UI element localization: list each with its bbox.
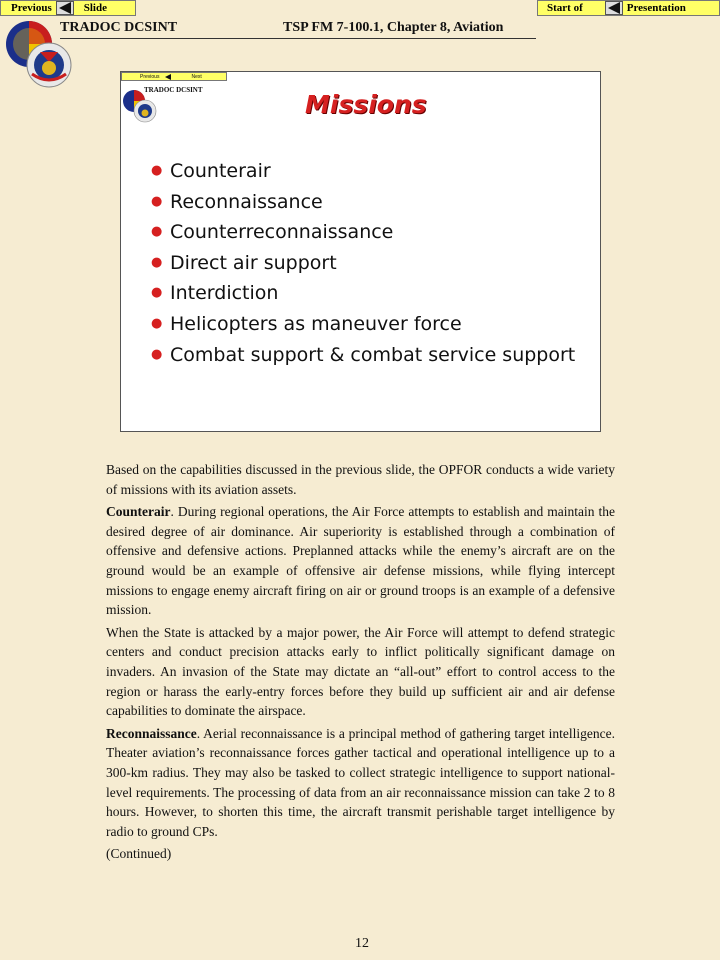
list-item: ● Helicopters as maneuver force <box>151 309 575 340</box>
continued-note: (Continued) <box>106 846 172 862</box>
missions-list <box>151 156 575 370</box>
list-item: ● Combat support & combat service support <box>151 340 575 371</box>
page-number: 12 <box>355 936 369 951</box>
attack-paragraph: When the State is attacked by a major power, the Air Force will attempt to defend strategic centers and conduct precision attacks early to inflict politically significant damage on invaders. An invasion of the State may dictate an “all-out” effort to control access to the region or harass the early-entry forces before they build up sufficient air and air defense capabilities to dominate the airspace. <box>106 624 615 719</box>
bullet-icon: ● <box>151 254 163 270</box>
bullet-icon: ● <box>151 224 163 240</box>
previous-label: Previous <box>11 2 52 14</box>
list-item: ● Reconnaissance <box>151 187 575 218</box>
recon-paragraph: Reconnaissance. Aerial reconnaissance is a principal method of gathering target intelligence. Theater aviation’s reconnaissance forces gather tactical and operational intelligence up to a 300-km radius. They may also be tasked to collect strategic intelligence to support national-level requirements. The processing of data from an air reconnaissance mission can take 2 to 8 hours. However, to shorten this time, the aircraft transmit perishable target intelligence by radio to ground CPs. <box>106 725 615 839</box>
header-doc-title: TSP FM 7-100.1, Chapter 8, Aviation <box>283 20 504 35</box>
list-item: ● Counterair <box>151 156 575 187</box>
slide-previous-label: Previous <box>140 73 160 80</box>
slide-notes <box>106 460 615 867</box>
slide-thumbnail <box>120 71 601 432</box>
previous-slide-button[interactable] <box>0 0 136 16</box>
slide-label: Slide <box>83 2 107 14</box>
start-of-presentation-button[interactable] <box>537 0 720 16</box>
slide-next-label: Next <box>191 73 202 80</box>
recon-heading: Reconnaissance <box>106 725 197 741</box>
bullet-icon: ● <box>151 285 163 301</box>
counterair-paragraph: Counterair. During regional operations, the Air Force attempts to establish and maintain the desired degree of air dominance. Air superiority is established through a combination of offensive and defensive actions. Preplanned attacks while the enemy’s aircraft are on the ground would be an example of offensive air defense missions, while flying intercept missions to engage enemy aircraft firing on air or ground troops is an example of a defensive mission. <box>106 504 615 618</box>
slide-nav-bar <box>121 72 227 81</box>
presentation-label: Presentation <box>626 2 686 14</box>
header-org: TRADOC DCSINT <box>60 20 178 35</box>
left-arrow-icon <box>56 1 74 15</box>
counterair-heading: Counterair <box>106 504 171 520</box>
bullet-icon: ● <box>151 315 163 331</box>
slide-left-arrow-icon <box>165 74 171 80</box>
bullet-icon: ● <box>151 193 163 209</box>
list-item: ● Interdiction <box>151 278 575 309</box>
slide-title: Missions <box>305 90 427 119</box>
bullet-icon: ● <box>151 346 163 362</box>
left-arrow-icon <box>605 1 623 15</box>
list-item: ● Counterreconnaissance <box>151 217 575 248</box>
list-item: ● Direct air support <box>151 248 575 279</box>
start-of-label: Start of <box>547 2 583 14</box>
intro-paragraph: Based on the capabilities discussed in the previous slide, the OPFOR conducts a wide variety of missions with its aviation assets. <box>106 462 615 497</box>
slide-org: TRADOC DCSINT <box>144 86 203 94</box>
header-divider <box>60 38 536 39</box>
bullet-icon: ● <box>151 163 163 178</box>
